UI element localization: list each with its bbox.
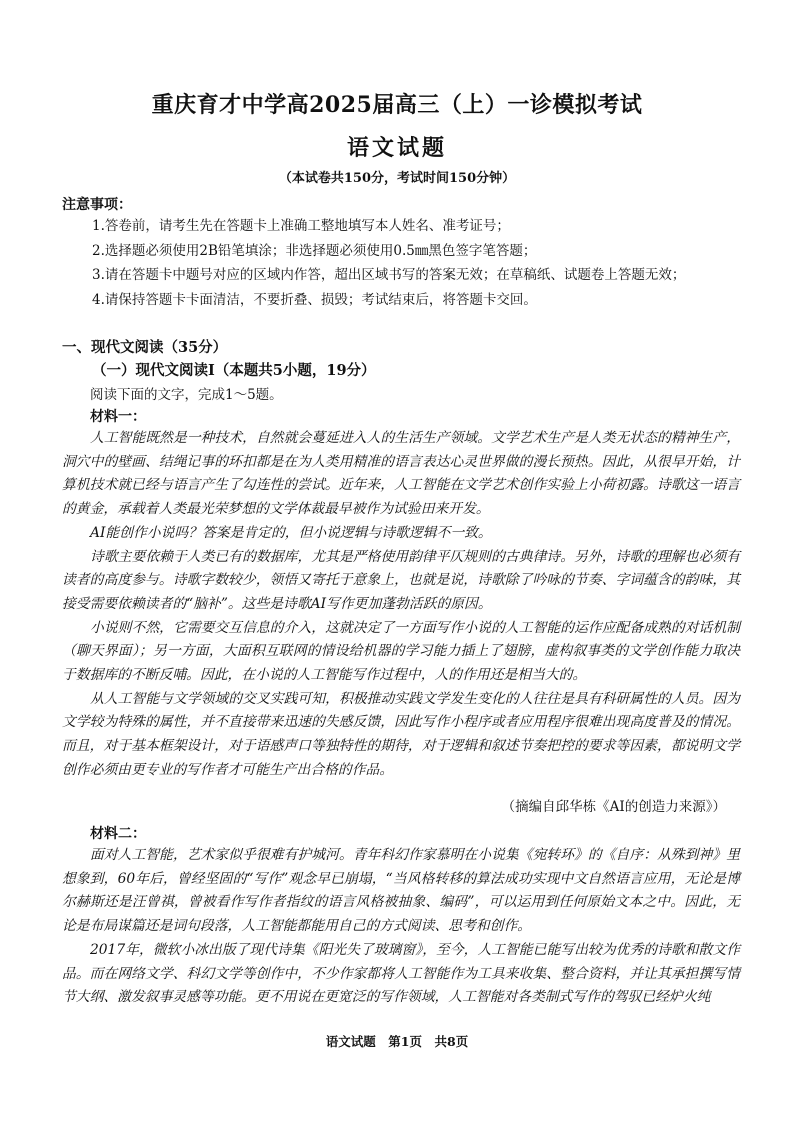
notice-item: 3.请在答题卡中题号对应的区域内作答，超出区域书写的答案无效；在草稿纸、试题卷上答题无效； bbox=[92, 267, 686, 284]
subsection-heading: （一）现代文阅读Ⅰ（本题共5小题，19分） bbox=[92, 362, 376, 379]
notice-title: 注意事项： bbox=[62, 197, 132, 213]
notice-item: 4.请保持答题卡卡面清洁，不要折叠、损毁；考试结束后，将答题卡交回。 bbox=[92, 291, 537, 308]
material1-paragraph: 从人工智能与文学领域的交叉实践可知，积极推动实践文学发生变化的人往往是具有科研属性的人员。因为文学较为特殊的属性，并不直接带来迅速的失感反馈，因此写作小程序或者应用程序很难出现高度普及的情况。而且，对于基本框架设计，对于语感声口等独特性的期待，对于逻辑和叙述节奏把控的要求等因素，都说明文学创作必须由更专业的写作者才可能生产出合格的作品。 bbox=[62, 690, 740, 778]
material1-paragraph: 小说则不然，它需要交互信息的介入，这就决定了一方面写作小说的人工智能的运作应配备成熟的对话机制（聊天界面）；另一方面，大面积互联网的情设给机器的学习能力插上了翅膀，虚构叙事类的文学创作能力取决于数据库的不断反哺。因此，在小说的人工智能写作过程中，人的作用还是相当大的。 bbox=[62, 619, 740, 684]
exam-title: 重庆育才中学高2025届高三（上）一诊模拟考试 bbox=[151, 92, 643, 118]
reading-instruction: 阅读下面的文字，完成1～5题。 bbox=[90, 387, 283, 403]
material1-paragraph: 人工智能既然是一种技术，自然就会蔓延进入人的生活生产领域。文学艺术生产是人类无状态的精神生产，洞穴中的壁画、结绳记事的环扣都是在为人类用精准的语言表达心灵世界做的漫长预热。因此，从很早开始，计算机技术就已经与语言产生了勾连性的尝试。近年来，人工智能在文学艺术创作实验上小荷初露。诗歌这一语言的黄金，承载着人类最光荣梦想的文学体裁最早被作为试验田来开发。 bbox=[62, 430, 740, 518]
notice-item: 1.答卷前，请考生先在答题卡上准确工整地填写本人姓名、准考证号； bbox=[92, 218, 510, 234]
material1-paragraph: AI能创作小说吗？答案是肯定的，但小说逻辑与诗歌逻辑不一致。 bbox=[90, 524, 492, 541]
material2-paragraph: 面对人工智能，艺术家似乎很难有护城河。青年科幻作家慕明在小说集《宛转环》的《自序：从殊到神》里想象到，60年后，曾经坚固的“写作”观念早已崩塌，“当风格转移的算法成功实现中文自然语言应用，无论是博尔赫斯还是汪曾祺，曾被看作写作者指纹的语言风格被抽象、编码”，可以运用到任何原始文本之中。因此，无论是布局谋篇还是词句段落，人工智能都能用自己的方式阅读、思考和创作。 bbox=[62, 847, 740, 935]
exam-subtitle: 语文试题 bbox=[346, 135, 447, 161]
material1-label: 材料一： bbox=[90, 409, 146, 425]
material2-paragraph: 2017年，微软小冰出版了现代诗集《阳光失了玻璃窗》，至今，人工智能已能写出较为优秀的诗歌和散文作品。而在网络文学、科幻文学等创作中，不少作家都将人工智能作为工具来收集、整合资料，并让其承担撰写情节大纲、激发叙事灵感等功能。更不用说在更宽泛的写作领域，人工智能对各类制式写作的驾驭已经炉火纯 bbox=[62, 941, 740, 1006]
material1-body bbox=[62, 427, 740, 783]
material1-source: （摘编自邱华栋《AI的创造力来源》） bbox=[501, 799, 726, 815]
material2-body bbox=[62, 844, 740, 1010]
notice-item: 2.选择题必须使用2B铅笔填涂；非选择题必须使用0.5㎜黑色签字笔答题； bbox=[92, 242, 537, 259]
material2-label: 材料二： bbox=[90, 826, 146, 842]
section-heading: 一、现代文阅读（35分） bbox=[62, 339, 228, 356]
material1-paragraph: 诗歌主要依赖于人类已有的数据库，尤其是严格使用韵律平仄规则的古典律诗。另外，诗歌的理解也必须有读者的高度参与。诗歌字数较少，领悟又寄托于意象上，也就是说，诗歌除了吟咏的节奏、字词蕴含的韵味，其接受需要依赖读者的“脑补”。这些是诗歌AI写作更加蓬勃活跃的原因。 bbox=[62, 548, 740, 612]
notice-list bbox=[92, 214, 772, 312]
exam-info: （本试卷共150分，考试时间150分钟） bbox=[278, 171, 516, 186]
page-footer: 语文试题 第1页 共8页 bbox=[325, 1034, 469, 1049]
